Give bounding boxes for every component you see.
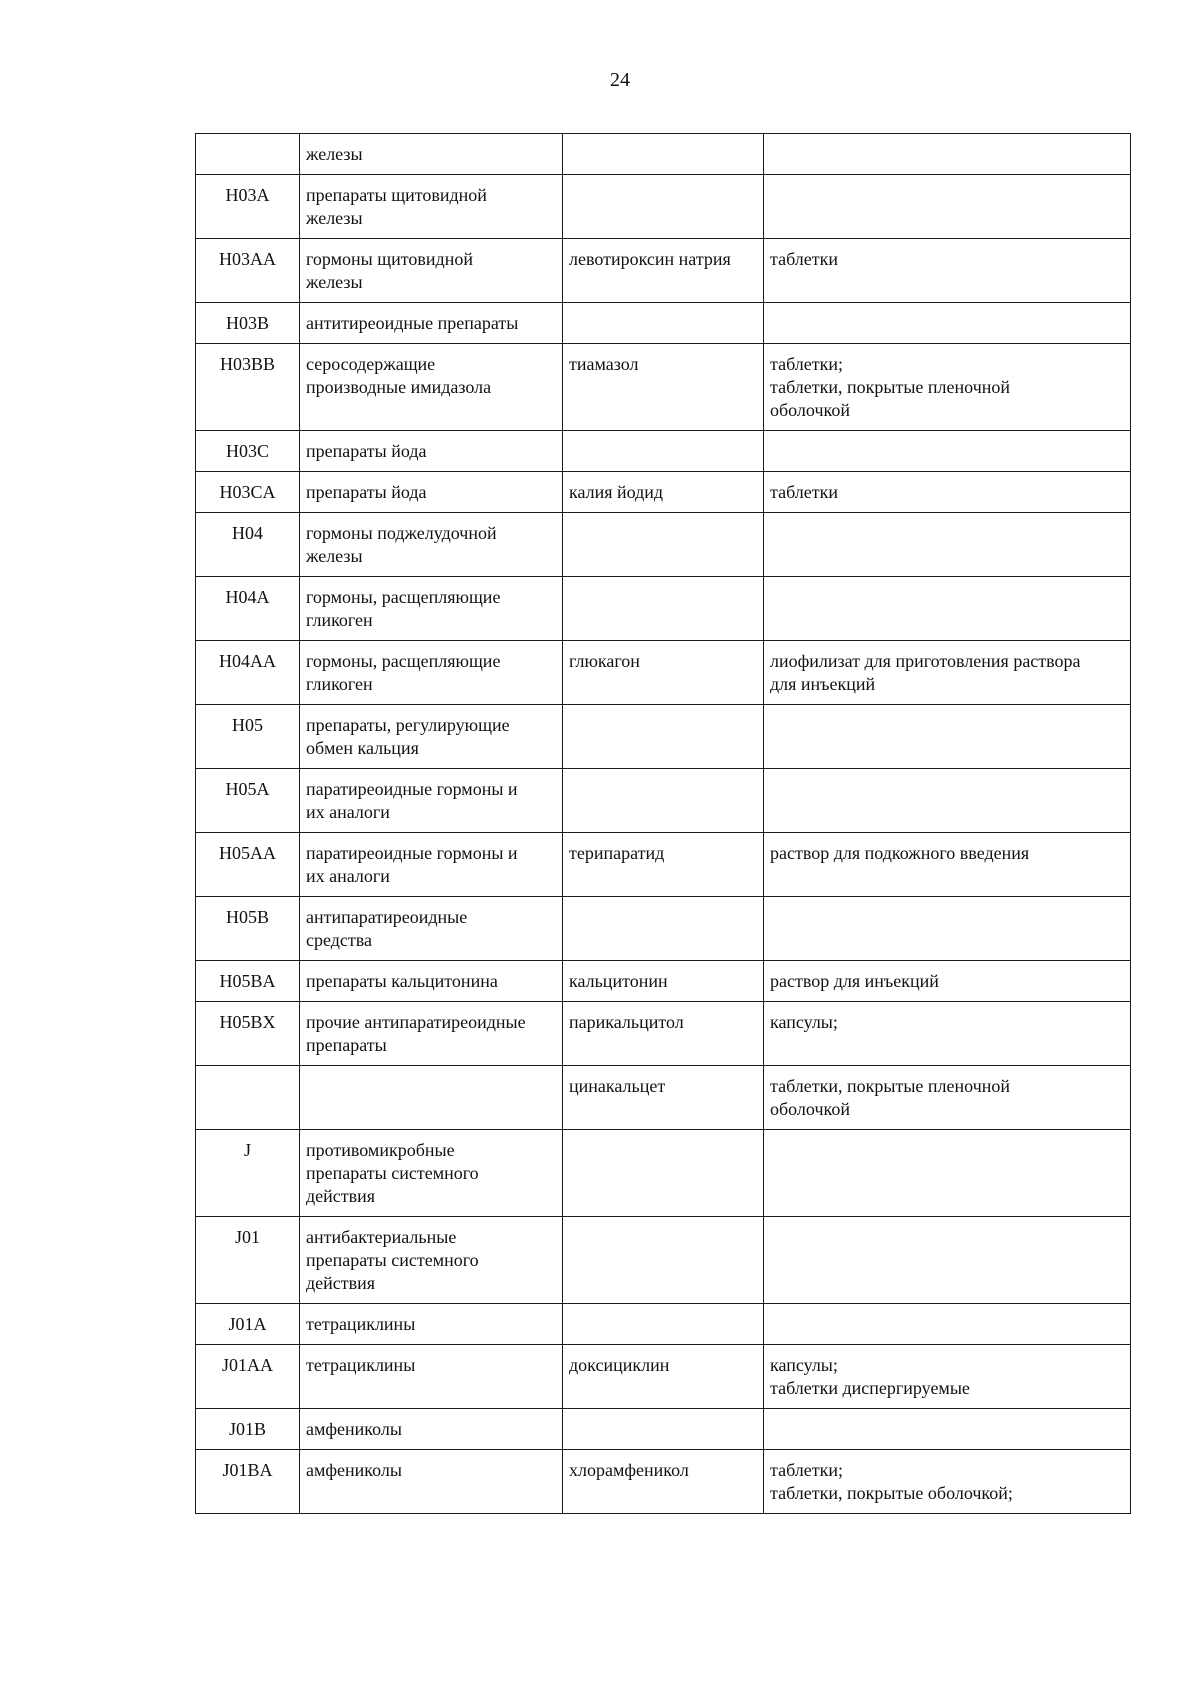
dosage-form-line: таблетки, покрытые оболочкой; xyxy=(770,1483,1013,1503)
dosage-forms-cell xyxy=(764,641,1131,705)
group-name-line: гликоген xyxy=(306,674,373,694)
dosage-form-line: таблетки; xyxy=(770,1460,844,1480)
substance-cell xyxy=(563,134,764,175)
dosage-forms-cell xyxy=(764,472,1131,513)
group-name-cell xyxy=(300,961,563,1002)
atc-code-cell: H05A xyxy=(196,769,300,833)
group-name-line: тетрациклины xyxy=(306,1314,416,1334)
dosage-form-line: раствор для инъекций xyxy=(770,971,939,991)
group-name-line: амфениколы xyxy=(306,1419,402,1439)
atc-code-cell: H05B xyxy=(196,897,300,961)
table-row xyxy=(196,239,1131,303)
group-name-cell xyxy=(300,1345,563,1409)
dosage-form-line: оболочкой xyxy=(770,400,850,420)
table-row xyxy=(196,431,1131,472)
dosage-forms-cell xyxy=(764,1066,1131,1130)
substance-cell: цинакальцет xyxy=(563,1066,764,1130)
atc-code-cell xyxy=(196,1066,300,1130)
group-name-line: препараты щитовидной xyxy=(306,185,487,205)
group-name-line: гликоген xyxy=(306,610,373,630)
dosage-form-line: капсулы; xyxy=(770,1012,838,1032)
table-row xyxy=(196,705,1131,769)
dosage-forms-cell xyxy=(764,303,1131,344)
group-name-line: препараты, регулирующие xyxy=(306,715,510,735)
group-name-cell xyxy=(300,134,563,175)
group-name-cell xyxy=(300,239,563,303)
dosage-form-line: таблетки, покрытые пленочной xyxy=(770,377,1011,397)
dosage-forms-cell xyxy=(764,833,1131,897)
dosage-forms-cell xyxy=(764,1409,1131,1450)
atc-code-cell: J01BA xyxy=(196,1450,300,1514)
substance-cell: кальцитонин xyxy=(563,961,764,1002)
substance-cell: терипаратид xyxy=(563,833,764,897)
group-name-line: железы xyxy=(306,144,363,164)
atc-code-cell xyxy=(196,134,300,175)
atc-code-cell: H04AA xyxy=(196,641,300,705)
substance-cell: калия йодид xyxy=(563,472,764,513)
dosage-form-line: таблетки xyxy=(770,249,839,269)
atc-code-cell: H03BB xyxy=(196,344,300,431)
table-row xyxy=(196,769,1131,833)
dosage-form-line: таблетки, покрытые пленочной xyxy=(770,1076,1011,1096)
group-name-line: препараты йода xyxy=(306,441,427,461)
group-name-line: антипаратиреоидные xyxy=(306,907,468,927)
group-name-line: гормоны щитовидной xyxy=(306,249,473,269)
group-name-line: гормоны, расщепляющие xyxy=(306,587,501,607)
dosage-forms-cell xyxy=(764,431,1131,472)
atc-code-cell: H05 xyxy=(196,705,300,769)
group-name-cell xyxy=(300,1217,563,1304)
table-row xyxy=(196,641,1131,705)
atc-code-cell: H03C xyxy=(196,431,300,472)
group-name-line: гормоны, расщепляющие xyxy=(306,651,501,671)
atc-code-cell: H03A xyxy=(196,175,300,239)
table-row xyxy=(196,175,1131,239)
substance-cell xyxy=(563,897,764,961)
group-name-cell xyxy=(300,1450,563,1514)
substance-cell xyxy=(563,175,764,239)
dosage-form-line: таблетки; xyxy=(770,354,844,374)
atc-code-cell: H05BX xyxy=(196,1002,300,1066)
atc-code-cell: H03CA xyxy=(196,472,300,513)
substance-cell xyxy=(563,577,764,641)
group-name-cell xyxy=(300,175,563,239)
substance-cell: тиамазол xyxy=(563,344,764,431)
table-row xyxy=(196,1130,1131,1217)
group-name-line: препараты кальцитонина xyxy=(306,971,498,991)
group-name-line: их аналоги xyxy=(306,866,390,886)
atc-code-cell: J01AA xyxy=(196,1345,300,1409)
group-name-cell xyxy=(300,897,563,961)
atc-code-cell: H04 xyxy=(196,513,300,577)
group-name-cell xyxy=(300,472,563,513)
dosage-forms-cell xyxy=(764,344,1131,431)
dosage-forms-cell xyxy=(764,705,1131,769)
atc-code-cell: H04A xyxy=(196,577,300,641)
group-name-cell xyxy=(300,303,563,344)
group-name-cell xyxy=(300,431,563,472)
table-row xyxy=(196,577,1131,641)
group-name-line: прочие антипаратиреоидные xyxy=(306,1012,526,1032)
group-name-line: производные имидазола xyxy=(306,377,492,397)
dosage-forms-cell xyxy=(764,1217,1131,1304)
dosage-forms-cell xyxy=(764,769,1131,833)
table-row xyxy=(196,1217,1131,1304)
substance-cell xyxy=(563,769,764,833)
group-name-line: препараты xyxy=(306,1035,387,1055)
dosage-forms-cell xyxy=(764,897,1131,961)
dosage-form-line: капсулы; xyxy=(770,1355,838,1375)
group-name-line: средства xyxy=(306,930,373,950)
group-name-line: железы xyxy=(306,272,363,292)
dosage-form-line: раствор для подкожного введения xyxy=(770,843,1030,863)
substance-cell xyxy=(563,1130,764,1217)
substance-cell xyxy=(563,1409,764,1450)
dosage-forms-cell xyxy=(764,1304,1131,1345)
table-row xyxy=(196,961,1131,1002)
atc-code-cell: H05BA xyxy=(196,961,300,1002)
table-row xyxy=(196,1066,1131,1130)
group-name-line: препараты системного xyxy=(306,1163,479,1183)
group-name-cell xyxy=(300,577,563,641)
group-name-cell xyxy=(300,1304,563,1345)
group-name-line: препараты йода xyxy=(306,482,427,502)
group-name-line: тетрациклины xyxy=(306,1355,416,1375)
group-name-line: серосодержащие xyxy=(306,354,436,374)
substance-cell xyxy=(563,303,764,344)
group-name-cell xyxy=(300,1066,563,1130)
group-name-line: гормоны поджелудочной xyxy=(306,523,497,543)
table-row xyxy=(196,513,1131,577)
group-name-line: антибактериальные xyxy=(306,1227,457,1247)
group-name-cell xyxy=(300,833,563,897)
substance-cell: доксициклин xyxy=(563,1345,764,1409)
atc-code-cell: J01B xyxy=(196,1409,300,1450)
atc-code-cell: J01 xyxy=(196,1217,300,1304)
group-name-cell xyxy=(300,769,563,833)
dosage-forms-cell xyxy=(764,513,1131,577)
dosage-form-line: таблетки диспергируемые xyxy=(770,1378,970,1398)
group-name-line: паратиреоидные гормоны и xyxy=(306,843,518,863)
group-name-line: действия xyxy=(306,1186,376,1206)
atc-code-cell: H05AA xyxy=(196,833,300,897)
table-body xyxy=(196,134,1131,1514)
substance-cell xyxy=(563,1217,764,1304)
table-row xyxy=(196,897,1131,961)
dosage-forms-cell xyxy=(764,961,1131,1002)
dosage-forms-cell xyxy=(764,239,1131,303)
group-name-line: действия xyxy=(306,1273,376,1293)
drug-table-container xyxy=(195,133,1131,1514)
table-row xyxy=(196,1409,1131,1450)
group-name-line: железы xyxy=(306,546,363,566)
table-row xyxy=(196,833,1131,897)
group-name-line: железы xyxy=(306,208,363,228)
dosage-form-line: таблетки xyxy=(770,482,839,502)
substance-cell: левотироксин натрия xyxy=(563,239,764,303)
group-name-line: амфениколы xyxy=(306,1460,402,1480)
atc-code-cell: H03B xyxy=(196,303,300,344)
group-name-cell xyxy=(300,641,563,705)
dosage-forms-cell xyxy=(764,1345,1131,1409)
atc-code-cell: J xyxy=(196,1130,300,1217)
dosage-form-line: оболочкой xyxy=(770,1099,850,1119)
group-name-cell xyxy=(300,1130,563,1217)
substance-cell xyxy=(563,1304,764,1345)
dosage-forms-cell xyxy=(764,1002,1131,1066)
group-name-cell xyxy=(300,705,563,769)
substance-cell xyxy=(563,513,764,577)
substance-cell: глюкагон xyxy=(563,641,764,705)
dosage-forms-cell xyxy=(764,1130,1131,1217)
substance-cell: хлорамфеникол xyxy=(563,1450,764,1514)
table-row xyxy=(196,1345,1131,1409)
table-row xyxy=(196,1002,1131,1066)
drug-classification-table xyxy=(195,133,1131,1514)
table-row xyxy=(196,344,1131,431)
page-number: 24 xyxy=(610,69,630,91)
dosage-forms-cell xyxy=(764,577,1131,641)
group-name-line: их аналоги xyxy=(306,802,390,822)
atc-code-cell: J01A xyxy=(196,1304,300,1345)
dosage-forms-cell xyxy=(764,1450,1131,1514)
table-row xyxy=(196,134,1131,175)
group-name-line: паратиреоидные гормоны и xyxy=(306,779,518,799)
dosage-forms-cell xyxy=(764,134,1131,175)
group-name-cell xyxy=(300,1002,563,1066)
table-row xyxy=(196,1304,1131,1345)
group-name-line: противомикробные xyxy=(306,1140,455,1160)
group-name-cell xyxy=(300,513,563,577)
group-name-cell xyxy=(300,344,563,431)
atc-code-cell: H03AA xyxy=(196,239,300,303)
table-row xyxy=(196,303,1131,344)
substance-cell xyxy=(563,431,764,472)
dosage-forms-cell xyxy=(764,175,1131,239)
group-name-cell xyxy=(300,1409,563,1450)
dosage-form-line: для инъекций xyxy=(770,674,876,694)
group-name-line: антитиреоидные препараты xyxy=(306,313,519,333)
table-row xyxy=(196,472,1131,513)
substance-cell: парикальцитол xyxy=(563,1002,764,1066)
substance-cell xyxy=(563,705,764,769)
group-name-line: обмен кальция xyxy=(306,738,419,758)
table-row xyxy=(196,1450,1131,1514)
group-name-line: препараты системного xyxy=(306,1250,479,1270)
dosage-form-line: лиофилизат для приготовления раствора xyxy=(770,651,1081,671)
